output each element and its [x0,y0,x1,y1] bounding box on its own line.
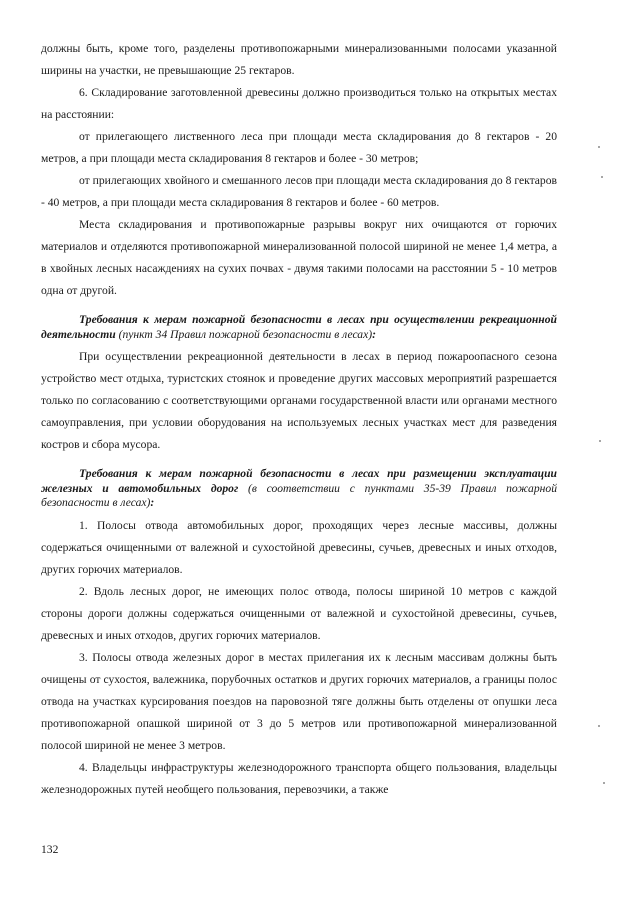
paragraph-recreation: При осуществлении рекреационной деятельности в лесах в период пожароопасного сезона устройство мест отдыха, туристских стоянок и проведение других массовых мероприятий разрешается только по согласованию с соответствующими органами государственной власти или органами местного самоуправления, при условии оборудования на используемых лесных участках мест для разведения костров и сбора мусора. [41,350,557,451]
heading-note: (пункт 34 Правил пожарной безопасности в лесах) [115,327,373,341]
heading-end: : [150,496,155,509]
heading-text: Требования к мерам пожарной безопасности в лесах при осуществлении рекреационной деятельности [41,313,557,341]
heading-note: (в соответствии с пунктами 35-39 Правил пожарной безопасности в лесах) [41,481,557,509]
paragraph-item-6: 6. Складирование заготовленной древесины должно производиться только на открытых местах на расстоянии: [41,86,557,121]
section-heading-recreation [41,313,557,342]
paragraph-item-3: 3. Полосы отвода железных дорог в местах прилегания их к лесным массивам должны быть очищены от сухостоя, валежника, порубочных остатков и других горючих материалов, а границы полос отвода на участках курсирования поездов на паровозной тяге должны быть отделены от опушки леса противопожарной опашкой шириной от 3 до 5 метров или противопожарной минерализованной полосой шириной не менее 3 метров. [41,650,557,752]
scan-speck [598,725,600,727]
scan-speck [601,176,603,178]
section-heading-roads [41,467,557,511]
scan-speck [598,146,600,148]
paragraph-continuation: должны быть, кроме того, разделены противопожарными минерализованными полосами указанной ширины на участки, не превышающие 25 гектаров. [41,42,557,77]
paragraph-deciduous-distance: от прилегающего лиственного леса при площади места складирования до 8 гектаров - 20 метров, а при площади места складирования 8 гектаров и более - 30 метров; [41,130,557,165]
paragraph-storage-clearing: Места складирования и противопожарные разрывы вокруг них очищаются от горючих материалов и отделяются противопожарной минерализованной полосой шириной не менее 1,4 метра, а в хвойных лесных насаждениях на сухих почвах - двумя такими полосами на расстоянии 5 - 10 метров одна от другой. [41,218,557,297]
paragraph-coniferous-distance: от прилегающих хвойного и смешанного лесов при площади места складирования до 8 гектаров - 40 метров, а при площади места складирования 8 гектаров и более - 60 метров. [41,174,557,209]
scan-speck [599,440,601,442]
scan-speck [603,782,605,784]
page-number: 132 [41,843,59,856]
paragraph-item-1: 1. Полосы отвода автомобильных дорог, проходящих через лесные массивы, должны содержаться очищенными от валежной и сухостойной древесины, сучьев, древесных и иных отходов, других горючих материалов. [41,518,557,576]
paragraph-item-2: 2. Вдоль лесных дорог, не имеющих полос отвода, полосы шириной 10 метров с каждой стороны дороги должны содержаться очищенными от валежной и сухостойной древесины, сучьев, древесных и иных отходов, других горючих материалов. [41,584,557,642]
document-body [41,38,557,801]
heading-end: : [372,327,376,341]
paragraph-item-4: 4. Владельцы инфраструктуры железнодорожного транспорта общего пользования, владельцы железнодорожных путей необщего пользования, перевозчики, а также [41,760,557,796]
heading-text: Требования к мерам пожарной безопасности в лесах при размещении эксплуатации железных и автомобильных дорог [41,467,557,495]
